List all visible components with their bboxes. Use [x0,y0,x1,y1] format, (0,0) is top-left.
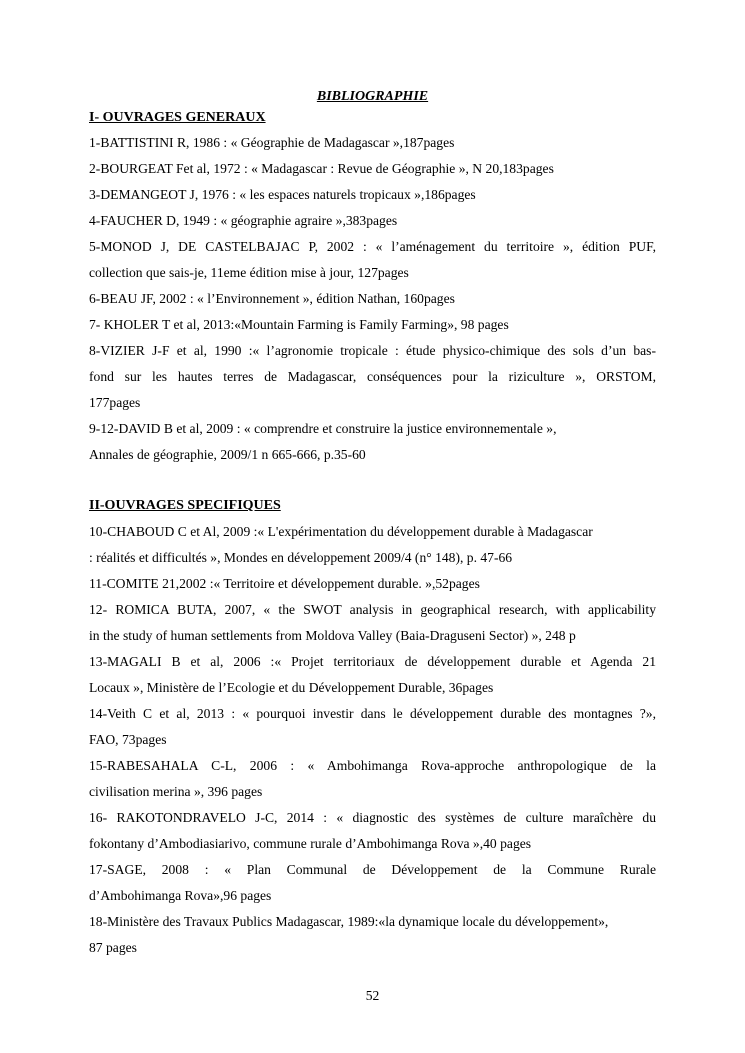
entry-16-line-2: fokontany d’Ambodiasiarivo, commune rurale d’Ambohimanga Rova »,40 pages [89,836,532,851]
entry-8-line-1: 8-VIZIER J-F et al, 1990 :« l’agronomie tropicale : étude physico-chimique des sols d’un bas- [89,343,656,358]
entry-3-line-1: 3-DEMANGEOT J, 1976 : « les espaces naturels tropicaux »,186pages [89,187,476,202]
entry-11-line-1 [89,575,656,593]
entry-4-line-1: 4-FAUCHER D, 1949 : « géographie agraire »,383pages [89,213,398,228]
entry-9-line-2: Annales de géographie, 2009/1 n 665-666, p.35-60 [89,447,366,462]
entry-16-line-1: 16- RAKOTONDRAVELO J-C, 2014 : « diagnostic des systèmes de culture maraîchère du [89,810,656,825]
entry-15-line-1: 15-RABESAHALA C-L, 2006 : « Ambohimanga Rova-approche anthropologique de la [89,758,656,773]
entry-9-line-1: 9-12-DAVID B et al, 2009 : « comprendre et construire la justice environnementale », [89,421,557,436]
entry-11-text: 11-COMITE 21,2002 :« Territoire et développement durable. » [89,576,432,591]
entry-18-line-2: 87 pages [89,940,137,955]
section-heading-specific: II-OUVRAGES SPECIFIQUES [89,498,281,513]
page-number: 52 [365,988,380,1003]
entry-8-line-3: 177pages [89,395,141,410]
entry-5-line-2: collection que sais-je, 11eme édition mise à jour, 127pages [89,265,409,280]
entry-11-pages: 52pages [435,576,480,591]
entry-8-line-2: fond sur les hautes terres de Madagascar, conséquences pour la riziculture », ORSTOM, [89,369,656,384]
entry-17-line-2: d’Ambohimanga Rova»,96 pages [89,888,272,903]
entry-10-line-2: : réalités et difficultés », Mondes en développement 2009/4 (n° 148), p. 47-66 [89,550,513,565]
entry-17-line-1: 17-SAGE, 2008 : « Plan Communal de Développement de la Commune Rurale [89,862,656,877]
entry-18-line-1: 18-Ministère des Travaux Publics Madagascar, 1989:«la dynamique locale du développement», [89,914,609,929]
page-title: BIBLIOGRAPHIE [316,89,429,104]
entry-12-line-2: in the study of human settlements from Moldova Valley (Baia-Draguseni Sector) », 248 p [89,628,576,643]
entry-11-comma: , [431,576,436,591]
entry-10-line-1: 10-CHABOUD C et Al, 2009 :« L'expérimentation du développement durable à Madagascar [89,524,593,539]
section-heading-general: I- OUVRAGES GENERAUX [89,110,266,125]
entry-12-line-1: 12- ROMICA BUTA, 2007, « the SWOT analysis in geographical research, with applicability [89,602,656,617]
entry-14-line-1: 14-Veith C et al, 2013 : « pourquoi investir dans le développement durable des montagnes ?», [89,706,656,721]
entry-6-line-1: 6-BEAU JF, 2002 : « l’Environnement », édition Nathan, 160pages [89,291,455,306]
entry-1-line-1: 1-BATTISTINI R, 1986 : « Géographie de Madagascar »,187pages [89,135,455,150]
entry-15-line-2: civilisation merina », 396 pages [89,784,263,799]
entry-13-line-1: 13-MAGALI B et al, 2006 :« Projet territoriaux de développement durable et Agenda 21 [89,654,656,669]
entry-14-line-2: FAO, 73pages [89,732,167,747]
entry-13-line-2: Locaux », Ministère de l’Ecologie et du Développement Durable, 36pages [89,680,494,695]
entry-2-line-1: 2-BOURGEAT Fet al, 1972 : « Madagascar : Revue de Géographie », N 20,183pages [89,161,554,176]
entry-7-line-1: 7- KHOLER T et al, 2013:«Mountain Farming is Family Farming», 98 pages [89,317,509,332]
entry-5-line-1: 5-MONOD J, DE CASTELBAJAC P, 2002 : « l’aménagement du territoire », édition PUF, [89,239,656,254]
